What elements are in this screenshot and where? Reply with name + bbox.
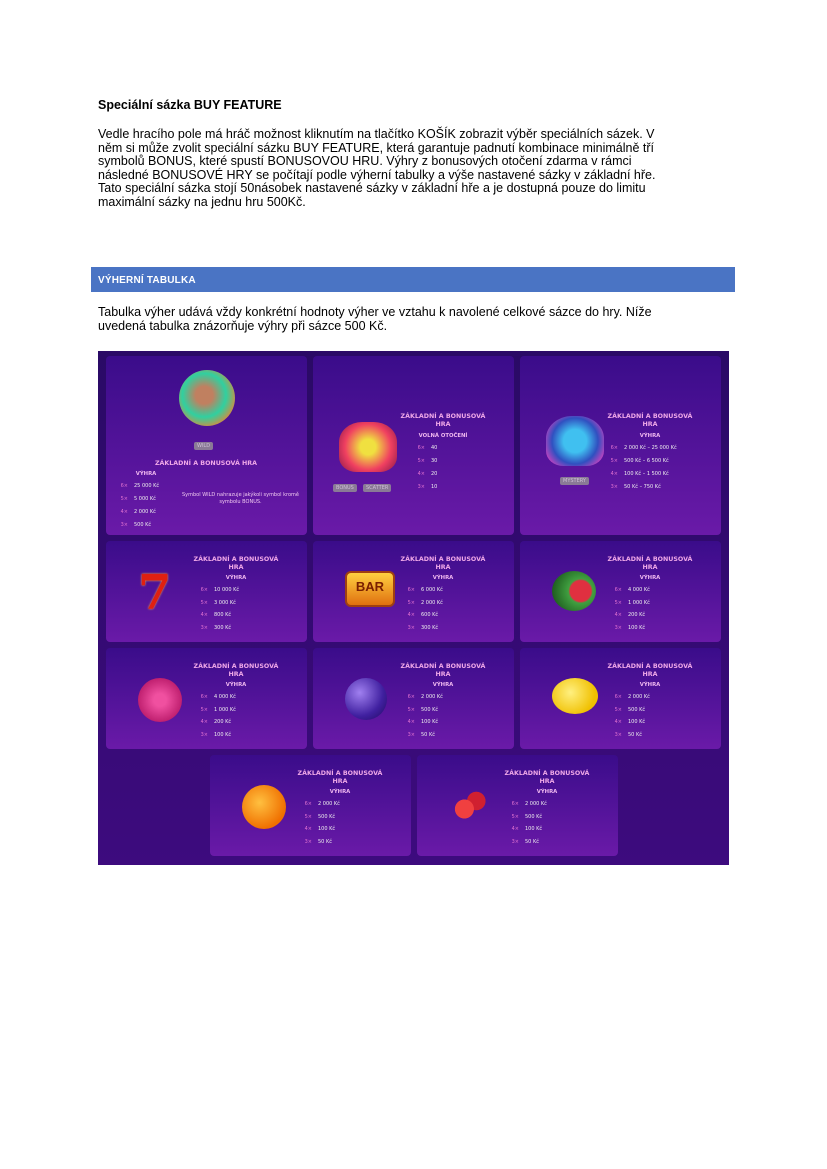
card-subtitle: VÝHRA <box>639 433 661 439</box>
payout-row <box>600 587 650 594</box>
payout-count: 4× <box>417 471 425 477</box>
payout-count: 3× <box>614 624 622 631</box>
payout-row <box>186 612 231 619</box>
paytable-card-bonus <box>313 356 514 535</box>
card-title: ZÁKLADNÍ A BONUSOVÁ HRA <box>297 770 383 785</box>
payout-value: 2 000 Kč <box>628 694 650 700</box>
payout-count: 5× <box>614 706 622 713</box>
payout-row <box>596 471 669 478</box>
payout-count: 5× <box>417 458 425 464</box>
payout-value: 500 Kč <box>318 813 336 820</box>
paytable-card-seven <box>106 541 307 642</box>
payout-value: 300 Kč <box>214 624 232 631</box>
payout-value: 2 000 Kč <box>421 599 443 606</box>
payout-count: 6× <box>610 445 618 451</box>
payout-row <box>186 600 236 607</box>
payout-row <box>403 458 437 465</box>
payout-count: 4× <box>511 826 519 832</box>
payout-value: 6 000 Kč <box>421 587 443 593</box>
payout-row <box>393 612 438 619</box>
payout-row <box>600 719 645 726</box>
payout-row <box>186 587 239 594</box>
payout-value: 500 Kč <box>134 522 152 528</box>
payout-value: 500 Kč – 6 500 Kč <box>624 458 669 464</box>
text-line: Tato speciální sázka stojí 50násobek nastavené sázky v základní hře a je dostupná pouze do limitu <box>98 181 646 196</box>
payout-count: 5× <box>200 706 208 713</box>
payout-value: 500 Kč <box>628 706 646 713</box>
paytable-card-orange <box>210 755 411 856</box>
payout-row <box>186 719 231 726</box>
bonus-symbol-icon <box>339 422 397 472</box>
payout-row <box>600 612 645 619</box>
paytable-card-mystery <box>520 356 721 535</box>
payout-count: 6× <box>614 587 622 593</box>
payout-value: 2 000 Kč <box>421 694 443 700</box>
payout-count: 6× <box>407 587 415 593</box>
paytable-image <box>98 351 729 865</box>
payout-row <box>600 600 650 607</box>
payout-value: 50 Kč – 750 Kč <box>624 484 661 490</box>
card-subtitle: VÝHRA <box>639 575 661 581</box>
payout-count: 6× <box>407 694 415 700</box>
payout-row <box>106 509 156 516</box>
payout-value: 3 000 Kč <box>214 599 236 606</box>
payout-value: 2 000 Kč <box>318 801 340 807</box>
card-subtitle: VÝHRA <box>432 682 454 688</box>
payout-value: 50 Kč <box>318 838 332 845</box>
payout-row <box>290 801 340 808</box>
card-title: ZÁKLADNÍ A BONUSOVÁ HRA <box>400 663 486 678</box>
card-subtitle: VÝHRA <box>536 789 558 795</box>
payout-value: 50 Kč <box>525 838 539 845</box>
payout-count: 3× <box>614 731 622 738</box>
payout-value: 100 Kč <box>318 826 336 832</box>
payout-count: 4× <box>407 612 415 618</box>
payout-row <box>393 732 435 739</box>
card-subtitle: VÝHRA <box>432 575 454 581</box>
payout-row <box>497 801 547 808</box>
payout-value: 100 Kč – 1 500 Kč <box>624 471 669 477</box>
payout-value: 300 Kč <box>421 624 439 631</box>
payout-count: 6× <box>120 483 128 489</box>
payout-value: 500 Kč <box>421 706 439 713</box>
text-line: Tabulka výher udává vždy konkrétní hodnoty výher ve vztahu k navolené celkové sázce do hry. Níže <box>98 305 652 319</box>
card-title: ZÁKLADNÍ A BONUSOVÁ HRA <box>607 413 693 428</box>
payout-count: 5× <box>610 458 618 464</box>
payout-count: 6× <box>614 694 622 700</box>
payout-row <box>497 814 542 821</box>
paytable-card-watermelon <box>520 541 721 642</box>
payout-count: 6× <box>417 445 425 451</box>
card-subtitle: VÝHRA <box>329 789 351 795</box>
payout-row <box>596 458 669 465</box>
paytable-card-lemon <box>520 648 721 749</box>
payout-value: 500 Kč <box>525 813 543 820</box>
payout-row <box>393 625 438 632</box>
payout-row <box>393 587 443 594</box>
payout-value: 200 Kč <box>628 612 646 618</box>
section-banner <box>91 267 735 292</box>
payout-row <box>106 496 156 503</box>
payout-count: 4× <box>614 612 622 618</box>
payout-value: 50 Kč <box>628 731 642 738</box>
payout-row <box>186 732 231 739</box>
payout-row <box>106 483 159 490</box>
text-line: symbolů BONUS, které spustí BONUSOVOU HRU. Výhry z bonusových otočení zdarma v rámci <box>98 154 632 169</box>
card-subtitle: VÝHRA <box>225 575 247 581</box>
payout-value: 40 <box>431 445 438 451</box>
payout-count: 5× <box>511 813 519 820</box>
bar-label: BAR <box>355 579 385 594</box>
payout-count: 4× <box>407 719 415 725</box>
intro-paragraph <box>98 306 738 333</box>
payout-count: 3× <box>417 484 425 490</box>
card-title: ZÁKLADNÍ A BONUSOVÁ HRA <box>504 770 590 785</box>
payout-value: 25 000 Kč <box>134 483 160 489</box>
payout-value: 1 000 Kč <box>214 706 236 713</box>
payout-row <box>600 707 645 714</box>
payout-row <box>497 839 539 846</box>
payout-count: 5× <box>614 599 622 606</box>
wild-note: Symbol WILD nahrazuje jakýkoli symbol kromě symbolu BONUS. <box>182 492 299 505</box>
payout-row <box>497 826 542 833</box>
payout-value: 5 000 Kč <box>134 496 156 502</box>
text-line: Vedle hracího pole má hráč možnost kliknutím na tlačítko KOŠÍK zobrazit výběr speciálních sázek. V <box>98 127 655 141</box>
payout-count: 3× <box>200 731 208 738</box>
payout-value: 100 Kč <box>628 719 646 725</box>
payout-count: 3× <box>610 484 618 490</box>
payout-value: 20 <box>431 471 438 477</box>
text-line: maximální sázky na jednu hru 500Kč. <box>98 194 306 209</box>
card-title: ZÁKLADNÍ A BONUSOVÁ HRA <box>193 556 279 571</box>
payout-count: 6× <box>200 587 208 593</box>
payout-value: 2 000 Kč <box>134 509 156 515</box>
paytable-card-cherry <box>417 755 618 856</box>
wild-tag: WILD <box>194 442 213 450</box>
payout-row <box>290 826 335 833</box>
payout-value: 1 000 Kč <box>628 599 650 606</box>
section-title: Speciální sázka BUY FEATURE <box>98 98 282 112</box>
paytable-card-bar <box>313 541 514 642</box>
payout-row <box>106 522 151 529</box>
payout-row <box>186 625 231 632</box>
payout-row <box>393 600 443 607</box>
bonus-tag-0: BONUS <box>333 484 357 492</box>
card-title: ZÁKLADNÍ A BONUSOVÁ HRA <box>400 413 486 428</box>
payout-value: 2 000 Kč – 25 000 Kč <box>624 445 677 451</box>
payout-value: 4 000 Kč <box>628 587 650 593</box>
payout-value: 100 Kč <box>628 624 646 631</box>
card-subtitle: VÝHRA <box>135 471 157 477</box>
payout-count: 5× <box>407 599 415 606</box>
paytable-card-plum <box>313 648 514 749</box>
payout-value: 10 000 Kč <box>214 587 240 593</box>
payout-row <box>600 732 642 739</box>
payout-count: 5× <box>304 813 312 820</box>
payout-row <box>290 839 332 846</box>
watermelon-symbol-icon <box>552 571 596 611</box>
card-subtitle: VOLNÁ OTOČENÍ <box>418 433 468 439</box>
payout-value: 50 Kč <box>421 731 435 738</box>
payout-count: 5× <box>120 496 128 502</box>
payout-count: 3× <box>407 624 415 631</box>
payout-count: 4× <box>200 612 208 618</box>
payout-value: 10 <box>431 484 438 490</box>
text-line: následné BONUSOVÉ HRY se počítají podle výherní tabulky a výše nastavené sázky v základní hře. <box>98 167 656 182</box>
cherry-symbol-icon <box>449 785 493 825</box>
seven-symbol-icon: 7 <box>138 565 172 621</box>
payout-count: 6× <box>304 801 312 807</box>
payout-row <box>403 471 437 478</box>
payout-value: 800 Kč <box>214 612 232 618</box>
payout-row <box>600 625 645 632</box>
plum-symbol-icon <box>345 678 387 720</box>
mystery-tag: MYSTERY <box>560 477 589 485</box>
payout-value: 100 Kč <box>421 719 439 725</box>
payout-row <box>393 719 438 726</box>
payout-value: 100 Kč <box>214 731 232 738</box>
card-title: ZÁKLADNÍ A BONUSOVÁ HRA <box>193 663 279 678</box>
bar-symbol-icon <box>345 571 395 607</box>
payout-row <box>393 694 443 701</box>
payout-value: 100 Kč <box>525 826 543 832</box>
paytable-card-wild <box>106 356 307 535</box>
payout-row <box>596 445 677 452</box>
payout-row <box>186 694 236 701</box>
payout-row <box>403 445 437 452</box>
payout-count: 3× <box>511 838 519 845</box>
grapes-symbol-icon <box>138 678 182 722</box>
payout-count: 4× <box>304 826 312 832</box>
paytable-card-grapes <box>106 648 307 749</box>
orange-symbol-icon <box>242 785 286 829</box>
payout-row <box>290 814 335 821</box>
payout-row <box>186 707 236 714</box>
payout-value: 600 Kč <box>421 612 439 618</box>
payout-value: 30 <box>431 458 438 464</box>
section-paragraph <box>98 128 738 210</box>
payout-value: 200 Kč <box>214 719 232 725</box>
payout-count: 3× <box>200 624 208 631</box>
text-line: uvedená tabulka znázorňuje výhry při sázce 500 Kč. <box>98 318 388 333</box>
card-title: ZÁKLADNÍ A BONUSOVÁ HRA <box>400 556 486 571</box>
payout-count: 4× <box>614 719 622 725</box>
payout-count: 3× <box>407 731 415 738</box>
payout-count: 4× <box>120 509 128 515</box>
payout-count: 6× <box>511 801 519 807</box>
payout-row <box>600 694 650 701</box>
payout-row <box>393 707 438 714</box>
card-subtitle: VÝHRA <box>225 682 247 688</box>
payout-value: 2 000 Kč <box>525 801 547 807</box>
payout-row <box>403 484 437 491</box>
text-line: něm si může zvolit speciální sázku BUY FEATURE, která garantuje padnutí kombinace minimálně tří <box>98 140 655 155</box>
bonus-tag-1: SCATTER <box>363 484 391 492</box>
payout-count: 5× <box>407 706 415 713</box>
payout-row <box>596 484 661 491</box>
wild-symbol-icon <box>179 370 235 426</box>
card-title: ZÁKLADNÍ A BONUSOVÁ HRA <box>154 460 258 467</box>
payout-count: 4× <box>610 471 618 477</box>
payout-count: 5× <box>200 599 208 606</box>
payout-value: 4 000 Kč <box>214 694 236 700</box>
payout-count: 6× <box>200 694 208 700</box>
lemon-symbol-icon <box>552 678 598 714</box>
card-title: ZÁKLADNÍ A BONUSOVÁ HRA <box>607 663 693 678</box>
card-title: ZÁKLADNÍ A BONUSOVÁ HRA <box>607 556 693 571</box>
payout-count: 4× <box>200 719 208 725</box>
payout-count: 3× <box>120 522 128 528</box>
card-subtitle: VÝHRA <box>639 682 661 688</box>
banner-title: VÝHERNÍ TABULKA <box>98 275 196 286</box>
payout-count: 3× <box>304 838 312 845</box>
